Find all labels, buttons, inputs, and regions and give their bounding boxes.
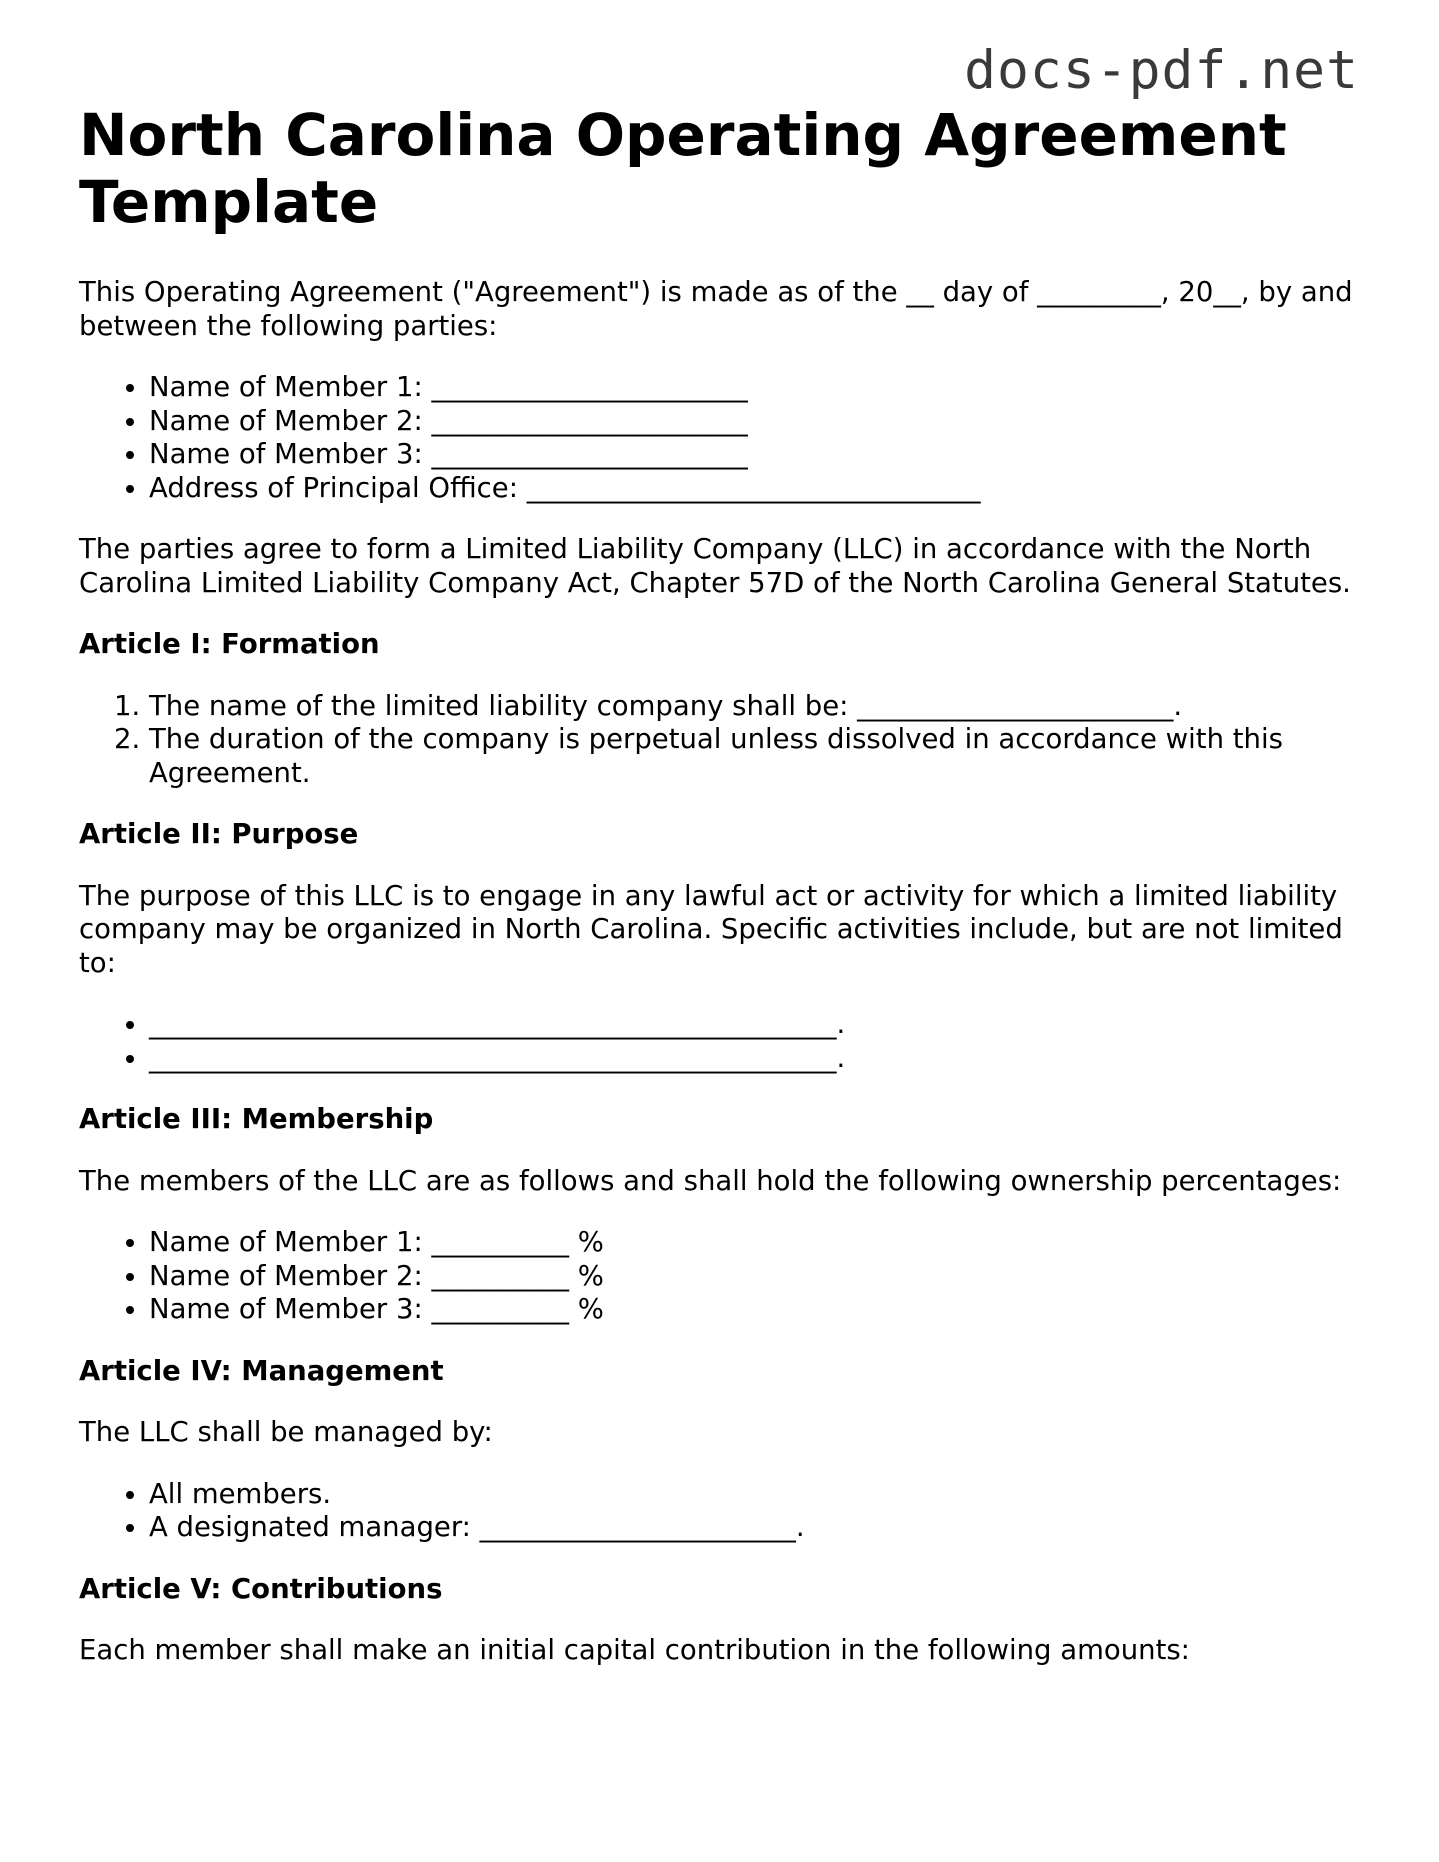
list-item: • Name of Member 2: _______________________ bbox=[149, 405, 1369, 439]
article-3-list bbox=[79, 1226, 1369, 1327]
article-3-heading: Article III: Membership bbox=[79, 1103, 434, 1135]
list-item: • Address of Principal Office: _________________________________ bbox=[149, 472, 1369, 506]
article-2-heading: Article II: Purpose bbox=[79, 818, 359, 850]
document-title: North Carolina Operating Agreement Template bbox=[79, 101, 1287, 236]
article-1-list bbox=[79, 690, 1369, 791]
parties-list bbox=[79, 371, 1369, 505]
list-item: • Name of Member 3: _______________________ bbox=[149, 438, 1369, 472]
list-item: 1. The name of the limited liability company shall be: _______________________. bbox=[149, 690, 1369, 724]
formation-paragraph: The parties agree to form a Limited Liability Company (LLC) in accordance with the North Carolina Limited Liability Company Act, Chapter 57D of the North Carolina General Statutes. bbox=[79, 533, 1351, 599]
list-item: • Name of Member 2: __________ % bbox=[149, 1260, 1369, 1294]
list-item: 2. The duration of the company is perpetual unless dissolved in accordance with this Agreement. bbox=[149, 723, 1369, 790]
article-3-paragraph: The members of the LLC are as follows and shall hold the following ownership percentages: bbox=[79, 1164, 1342, 1197]
list-item: • __________________________________________________. bbox=[149, 1042, 1369, 1076]
article-4-paragraph: The LLC shall be managed by: bbox=[79, 1416, 493, 1448]
list-item: • __________________________________________________. bbox=[149, 1008, 1369, 1042]
document-page bbox=[79, 102, 1369, 1696]
article-4-list bbox=[79, 1478, 1369, 1545]
intro-paragraph: This Operating Agreement ("Agreement") is made as of the __ day of _________, 20__, by and between the following parties: bbox=[79, 276, 1353, 342]
article-1-heading: Article I: Formation bbox=[79, 628, 380, 660]
article-2-list bbox=[79, 1008, 1369, 1075]
list-item: • A designated manager: _______________________. bbox=[149, 1511, 1369, 1545]
list-item: • All members. bbox=[149, 1478, 1369, 1512]
list-item: • Name of Member 1: __________ % bbox=[149, 1226, 1369, 1260]
article-5-paragraph: Each member shall make an initial capital contribution in the following amounts: bbox=[79, 1634, 1190, 1666]
article-5-heading: Article V: Contributions bbox=[79, 1572, 443, 1605]
list-item: • Name of Member 1: _______________________ bbox=[149, 371, 1369, 405]
article-4-heading: Article IV: Management bbox=[79, 1354, 444, 1387]
watermark-text: docs-pdf.net bbox=[964, 40, 1359, 101]
article-2-paragraph: The purpose of this LLC is to engage in any lawful act or activity for which a limited liability company may be organized in North Carolina. Specific activities include, but are not limited to: bbox=[79, 879, 1343, 979]
list-item: • Name of Member 3: __________ % bbox=[149, 1293, 1369, 1327]
